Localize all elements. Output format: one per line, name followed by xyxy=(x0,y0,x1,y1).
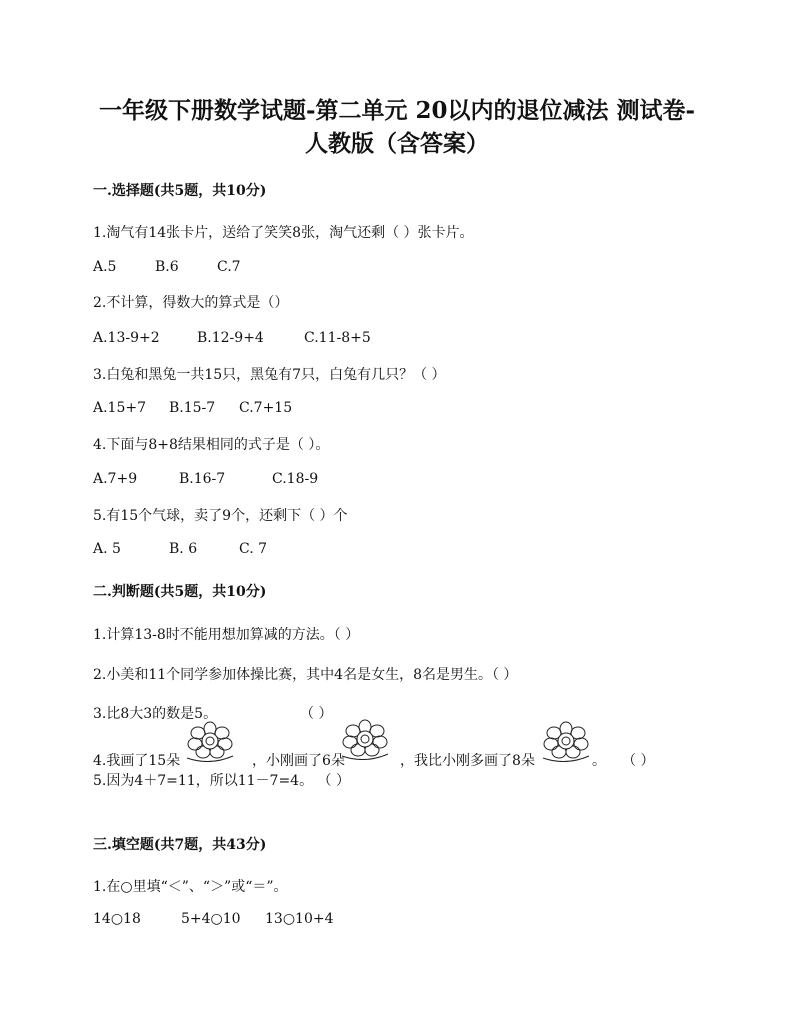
question-4-options xyxy=(93,471,318,487)
judgement-3-paren: （ ） xyxy=(300,706,333,722)
judgement-1: 1.计算13-8时不能用想加算减的方法。（ ） xyxy=(93,627,360,643)
judgement-4-text-4: 。 xyxy=(592,753,606,769)
option-b: B.16-7 xyxy=(179,471,226,487)
judgement-4-text-1: 4.我画了15朵 xyxy=(93,753,181,769)
option-a: A.5 xyxy=(93,259,117,275)
flower-icon xyxy=(185,720,235,762)
title-line-2: 人教版（含答案） xyxy=(305,130,489,157)
option-a: A.7+9 xyxy=(93,471,138,487)
judgement-2: 2.小美和11个同学参加体操比赛，其中4名是女生，8名是男生。（ ） xyxy=(93,667,518,683)
flower-icon xyxy=(541,720,591,762)
option-b: B.12-9+4 xyxy=(197,330,264,346)
fill-1-items xyxy=(93,911,333,927)
question-2: 2.不计算，得数大的算式是（） xyxy=(93,295,289,311)
option-c: C.7 xyxy=(217,259,241,275)
flower-icon xyxy=(340,718,390,760)
option-a: A. 5 xyxy=(93,541,121,557)
option-a: A.15+7 xyxy=(93,400,147,416)
question-1: 1.淘气有14张卡片，送给了笑笑8张，淘气还剩（ ）张卡片。 xyxy=(93,225,474,241)
fill-item: 14○18 xyxy=(93,911,141,927)
question-5-options xyxy=(93,541,267,557)
document-title xyxy=(60,94,734,160)
judgement-3-text: 3.比8大3的数是5。 xyxy=(93,706,218,722)
question-1-options xyxy=(93,259,241,275)
judgement-4-paren: （ ） xyxy=(622,753,655,769)
fill-1: 1.在○里填“＜”、“＞”或“＝”。 xyxy=(93,879,288,895)
question-2-options xyxy=(93,330,371,346)
section-2-heading: 二.判断题(共5题，共10分) xyxy=(93,584,267,600)
judgement-5: 5.因为4＋7=11，所以11－7=4。 （ ） xyxy=(93,773,350,789)
question-3-options xyxy=(93,400,292,416)
option-a: A.13-9+2 xyxy=(93,330,160,346)
fill-item: 5+4○10 xyxy=(181,911,241,927)
title-line-1: 一年级下册数学试题-第二单元 20以内的退位减法 测试卷- xyxy=(98,97,696,124)
section-1-heading: 一.选择题(共5题，共10分) xyxy=(93,183,267,199)
option-b: B.6 xyxy=(155,259,179,275)
question-4: 4.下面与8+8结果相同的式子是（ ）。 xyxy=(93,437,330,453)
option-b: B.15-7 xyxy=(169,400,216,416)
judgement-4-text-2: ，小刚画了6朵 xyxy=(252,753,345,769)
option-c: C.7+15 xyxy=(239,400,293,416)
option-b: B. 6 xyxy=(169,541,198,557)
option-c: C.18-9 xyxy=(272,471,319,487)
judgement-4-text-3: ，我比小刚多画了8朵 xyxy=(400,753,535,769)
question-5: 5.有15个气球，卖了9个，还剩下（ ）个 xyxy=(93,508,348,524)
option-c: C.11-8+5 xyxy=(304,330,371,346)
question-3: 3.白兔和黑兔一共15只，黑兔有7只，白兔有几只？（ ） xyxy=(93,367,446,383)
option-c: C. 7 xyxy=(239,541,268,557)
section-3-heading: 三.填空题(共7题，共43分) xyxy=(93,837,267,853)
fill-item: 13○10+4 xyxy=(265,911,334,927)
